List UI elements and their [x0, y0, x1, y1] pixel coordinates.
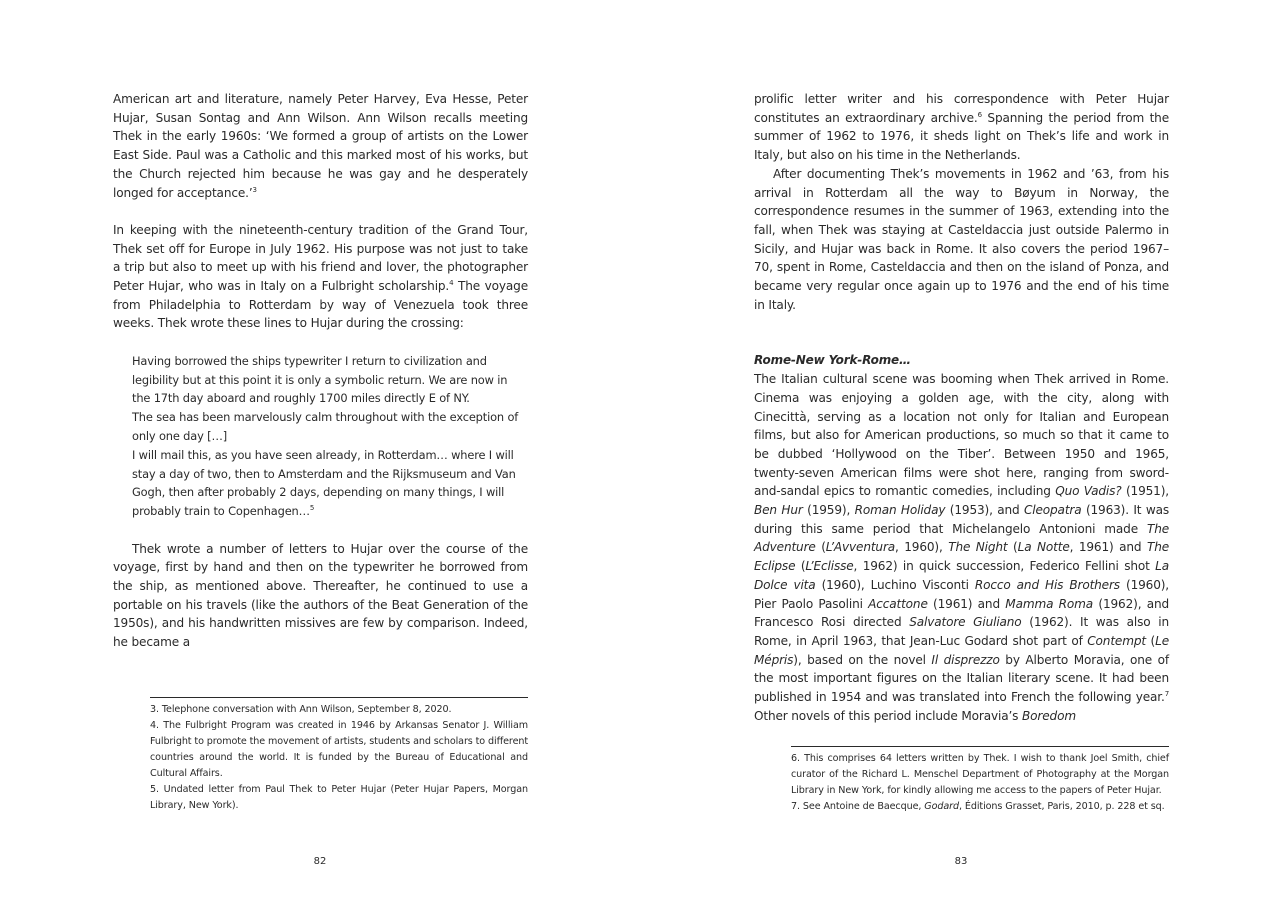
- paragraph: [113, 221, 528, 333]
- quote-line: Having borrowed the ships typewriter I return to civilization and legibility but at this point it is only a symbolic return. We are now in the 17th day aboard and roughly 1700 miles directly E of NY.: [132, 353, 508, 406]
- film-title: L’Avventura: [825, 540, 896, 555]
- film-title: Cleopatra: [1023, 503, 1082, 518]
- paragraph-text: by Alberto Moravia, one of the most important figures on the Italian literary scene. It had been published in 1954 and was translated into French the following year.: [754, 652, 1169, 705]
- quote-line: [132, 446, 528, 521]
- film-title: Ben Hur: [754, 503, 803, 518]
- footnote: 5. Undated letter from Paul Thek to Peter Hujar (Peter Hujar Papers, Morgan Library, New York).: [150, 784, 528, 811]
- paragraph-text: In keeping with the nineteenth-century tradition of the Grand Tour, Thek set off for Europe in July 1962. His purpose was not just to take a trip but also to meet up with his friend and lover, the photographer Peter Hujar, who was in Italy on a Fulbright scholarship.: [113, 222, 528, 294]
- film-title: Contempt: [1087, 633, 1146, 648]
- paragraph-text: , 1962) in quick succession, Federico Fellini shot: [853, 559, 1156, 574]
- paragraph-text: Other novels of this period include Moravia’s: [754, 708, 1023, 723]
- right-page: [641, 0, 1282, 904]
- film-title: La Dolce vita: [754, 559, 1170, 592]
- footnote-ref[interactable]: 4: [449, 279, 454, 288]
- paragraph-text: (1960), Pier Paolo Pasolini: [754, 577, 1170, 611]
- paragraph-text: (: [795, 559, 806, 574]
- left-footnotes: [150, 697, 528, 814]
- film-title: L’Eclisse: [805, 559, 854, 574]
- footnote-rule: [791, 746, 1169, 747]
- paragraph-text: (: [1007, 540, 1018, 555]
- footnote-text: 7. See Antoine de Baecque,: [791, 801, 925, 812]
- footnote: [791, 799, 1169, 815]
- footnote-ref[interactable]: 5: [309, 504, 315, 513]
- paragraph: Thek wrote a number of letters to Hujar over the course of the voyage, first by hand and then on the typewriter he borrowed from the ship, as mentioned above. Thereafter, he continued to use a portable on his travels (like the authors of the Beat Generation of the 1950s), and his handwritten missives are few by comparison. Indeed, he became a: [113, 541, 528, 650]
- block-quote: [132, 352, 528, 521]
- paragraph-text: (1962), and Francesco Rosi directed: [754, 596, 1170, 630]
- page-number: 82: [313, 856, 327, 867]
- paragraph-text: The voyage from Philadelphia to Rotterdam by way of Venezuela took three weeks. Thek wrote these lines to Hujar during the crossing:: [113, 279, 528, 331]
- film-title: The Adventure: [754, 521, 1169, 555]
- paragraph-text: (: [1145, 633, 1156, 648]
- film-title: Mamma Roma: [1005, 596, 1094, 611]
- paragraph-text: , 1960),: [895, 540, 949, 555]
- footnote-text: , Éditions Grasset, Paris, 2010, p. 228 et sq.: [959, 801, 1165, 812]
- film-title: Roman Holiday: [854, 503, 946, 518]
- quote-line: The sea has been marvelously calm throughout with the exception of only one day […]: [132, 410, 519, 443]
- paragraph-text: (1953), and: [945, 503, 1024, 518]
- paragraph-text: (1961) and: [927, 596, 1006, 611]
- paragraph: [113, 90, 528, 202]
- footnote: 3. Telephone conversation with Ann Wilson, September 8, 2020.: [150, 704, 452, 715]
- book-title: Godard: [924, 801, 959, 812]
- footnote-rule: [150, 697, 528, 698]
- film-title: Salvatore Giuliano: [909, 615, 1022, 630]
- section-heading: Rome-New York-Rome…: [754, 353, 911, 368]
- paragraph-text: (1960), Luchino Visconti: [815, 577, 975, 592]
- film-title: Accattone: [868, 596, 928, 611]
- footnote: 6. This comprises 64 letters written by Thek. I wish to thank Joel Smith, chief curator of the Richard L. Menschel Department of Photography at the Morgan Library in New York, for kindly allowing me access to the papers of Peter Hujar.: [791, 753, 1169, 796]
- book-title: Boredom: [1022, 708, 1076, 723]
- paragraph: [754, 370, 1169, 725]
- paragraph-text: Spanning the period from the summer of 1962 to 1976, it sheds light on Thek’s life and work in Italy, but also on his time in the Netherlands.: [754, 110, 1169, 163]
- quote-text: I will mail this, as you have seen already, in Rotterdam… where I will stay a day of two, then to Amsterdam and the Rijksmuseum and Van Gogh, then after probably 2 days, depending on many things, I will probably train to Copenhagen…: [132, 447, 516, 519]
- left-page-body: [113, 90, 528, 652]
- paragraph-text: (1959),: [802, 503, 855, 518]
- footnote: 4. The Fulbright Program was created in 1946 by Arkansas Senator J. William Fulbright to promote the movement of artists, students and scholars to different countries around the world. It is funded by the Bureau of Educational and Cultural Affairs.: [150, 720, 529, 779]
- right-page-body: [754, 90, 1169, 726]
- paragraph: [754, 90, 1169, 165]
- footnote-ref[interactable]: 6: [977, 110, 982, 119]
- paragraph-text: (1962). It was also in Rome, in April 1963, that Jean-Luc Godard shot part of: [754, 615, 1169, 648]
- book-title: Il disprezzo: [931, 652, 1000, 667]
- paragraph: After documenting Thek’s movements in 1962 and ’63, from his arrival in Rotterdam all the way to Bøyum in Norway, the correspondence resumes in the summer of 1963, extending into the fall, when Thek was staying at Casteldaccia just outside Palermo in Sicily, and Hujar was back in Rome. It also covers the period 1967–70, spent in Rome, Casteldaccia and then on the island of Ponza, and became very regular once again up to 1976 and the end of his time in Italy.: [754, 166, 1169, 312]
- film-title: Le Mépris: [754, 633, 1169, 667]
- footnote-ref[interactable]: 7: [1164, 690, 1169, 699]
- paragraph-text: (1963). It was during this same period that Michelangelo Antonioni made: [754, 503, 1169, 536]
- footnote-ref[interactable]: 3: [252, 185, 257, 194]
- film-title: Quo Vadis?: [1055, 484, 1122, 499]
- film-title: Rocco and His Brothers: [974, 577, 1120, 592]
- film-title: The Eclipse: [754, 540, 1169, 574]
- page-number: 83: [954, 856, 968, 867]
- film-title: La Notte: [1017, 540, 1070, 555]
- paragraph-text: , 1961) and: [1069, 540, 1147, 555]
- right-footnotes: [791, 746, 1169, 815]
- paragraph-text: prolific letter writer and his correspondence with Peter Hujar constitutes an extraordinary archive.: [754, 92, 1169, 125]
- paragraph-text: The Italian cultural scene was booming when Thek arrived in Rome. Cinema was enjoying a golden age, with the city, along with Cinecittà, serving as a location not only for Italian and European films, but also for American productions, so much so that it came to be dubbed ‘Hollywood on the Tiber’. Between 1950 and 1965, twenty-seven American films were shot here, ranging from sword-and-sandal epics to romantic comedies, including: [754, 372, 1169, 499]
- paragraph-text: (1951),: [1121, 484, 1169, 499]
- film-title: The Night: [948, 540, 1008, 555]
- paragraph-text: (: [815, 540, 826, 555]
- paragraph-text: ), based on the novel: [793, 652, 932, 667]
- paragraph-text: American art and literature, namely Peter Harvey, Eva Hesse, Peter Hujar, Susan Sontag and Ann Wilson. Ann Wilson recalls meeting Thek in the early 1960s: ‘We formed a group of artists on the Lower East Side. Paul was a Catholic and this marked most of his works, but the Church rejected him because he was gay and he desperately longed for acceptance.’: [113, 92, 528, 200]
